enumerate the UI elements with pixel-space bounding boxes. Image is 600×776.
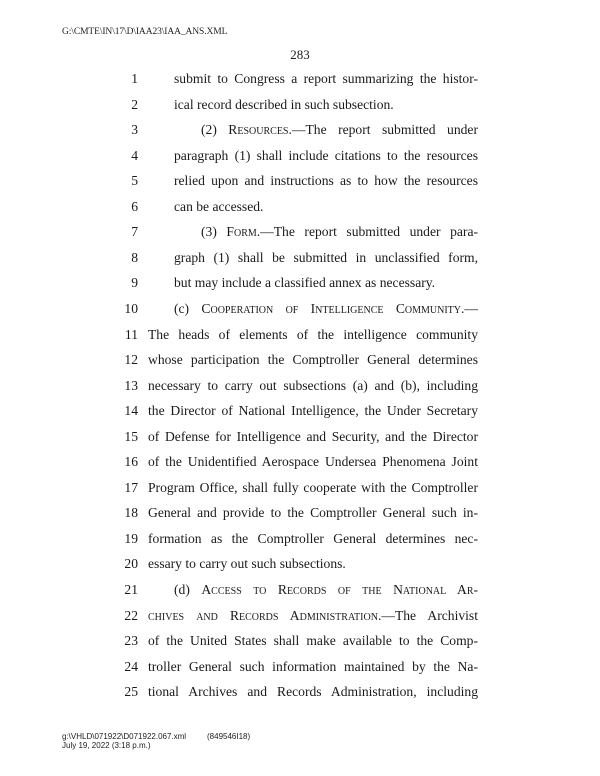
line-number: 14 — [124, 403, 138, 419]
bill-line — [0, 117, 600, 143]
line-text: graph (1) shall be submitted in unclassified form, — [174, 249, 478, 265]
bill-line — [0, 245, 600, 271]
line-text: (2) Resources.—The report submitted under — [201, 122, 478, 138]
line-text: Program Office, shall fully cooperate with the Comptroller — [148, 479, 478, 495]
bill-line — [0, 654, 600, 680]
line-text: can be accessed. — [174, 198, 264, 214]
bill-line — [0, 449, 600, 475]
line-text: of the United States shall make available to the Comp- — [148, 633, 478, 649]
line-number: 2 — [131, 96, 138, 112]
bill-line — [0, 296, 600, 322]
line-text: necessary to carry out subsections (a) and (b), including — [148, 377, 478, 393]
line-number: 20 — [124, 556, 138, 572]
section-heading: Cooperation of Intelligence Community — [201, 300, 461, 316]
line-number: 10 — [124, 300, 138, 316]
line-number: 17 — [124, 479, 138, 495]
bill-line — [0, 92, 600, 118]
footer-doc-id: (849546I18) — [207, 732, 251, 741]
section-heading: Resources — [228, 122, 289, 138]
header-file-path: G:\CMTE\IN\17\D\IAA23\IAA_ANS.XML — [62, 27, 228, 37]
bill-line — [0, 322, 600, 348]
line-number: 18 — [124, 505, 138, 521]
bill-line — [0, 551, 600, 577]
line-text: essary to carry out such subsections. — [148, 556, 346, 572]
page-number: 283 — [290, 47, 310, 62]
footer-file-path: g:\VHLD\071922\D071922.067.xml — [62, 732, 187, 741]
bill-line — [0, 424, 600, 450]
bill-line — [0, 66, 600, 92]
line-text: General and provide to the Comptroller General such in- — [148, 505, 478, 521]
line-number: 24 — [124, 658, 138, 674]
line-number: 9 — [131, 275, 138, 291]
bill-line — [0, 194, 600, 220]
line-number: 1 — [131, 71, 138, 86]
line-text: ical record described in such subsection. — [174, 96, 394, 112]
bill-line — [0, 168, 600, 194]
line-number: 16 — [124, 454, 138, 470]
bill-line — [0, 347, 600, 373]
line-text: (3) Form.—The report submitted under para- — [201, 224, 479, 240]
line-number: 13 — [124, 377, 138, 393]
line-number: 11 — [124, 326, 138, 342]
line-number: 21 — [124, 582, 138, 597]
line-text: of the Unidentified Aerospace Undersea Phenomena Joint — [148, 454, 478, 470]
line-text: submit to Congress a report summarizing the histor- — [174, 71, 478, 86]
line-number: 12 — [124, 352, 138, 368]
line-text: relied upon and instructions as to how the resources — [174, 173, 478, 189]
line-text: chives and Records Administration.—The Archivist — [148, 607, 479, 623]
line-number: 6 — [131, 198, 138, 214]
bill-line — [0, 373, 600, 399]
bill-line — [0, 143, 600, 169]
line-number: 15 — [124, 428, 138, 444]
line-text: of Defense for Intelligence and Security, and the Director — [148, 428, 478, 444]
line-number: 7 — [131, 224, 138, 240]
bill-line — [0, 603, 600, 629]
footer-date: July 19, 2022 (3:18 p.m.) — [62, 741, 151, 750]
bill-line — [0, 500, 600, 526]
line-text: (d) Access to Records of the National Ar- — [174, 582, 479, 597]
bill-line — [0, 628, 600, 654]
line-text: tional Archives and Records Administration, including — [148, 684, 478, 700]
bill-line — [0, 679, 600, 705]
line-number: 3 — [131, 122, 138, 138]
line-number: 25 — [124, 684, 138, 700]
line-number: 22 — [124, 607, 138, 623]
section-heading: Form — [226, 224, 257, 240]
line-number: 4 — [131, 147, 138, 163]
line-number: 8 — [131, 249, 138, 265]
line-number: 19 — [124, 530, 138, 546]
bill-line — [0, 526, 600, 552]
line-text: The heads of elements of the intelligence community — [148, 326, 478, 342]
footer-meta — [62, 732, 186, 750]
section-heading: chives and Records Administration — [148, 607, 378, 623]
bill-line — [0, 219, 600, 245]
line-text: the Director of National Intelligence, the Under Secretary — [148, 403, 478, 419]
bill-line — [0, 577, 600, 603]
line-text: but may include a classified annex as necessary. — [174, 275, 436, 291]
bill-line — [0, 398, 600, 424]
line-text: (c) Cooperation of Intelligence Community.— — [174, 300, 478, 316]
bill-line — [0, 475, 600, 501]
section-heading: Access to Records of the National Ar- — [201, 582, 479, 597]
line-text: troller General such information maintained by the Na- — [148, 658, 478, 674]
bill-line — [0, 270, 600, 296]
line-number: 5 — [131, 173, 138, 189]
line-number: 23 — [124, 633, 138, 649]
line-text: whose participation the Comptroller General determines — [148, 352, 478, 368]
line-text: formation as the Comptroller General determines nec- — [148, 530, 478, 546]
line-text: paragraph (1) shall include citations to the resources — [174, 147, 478, 163]
